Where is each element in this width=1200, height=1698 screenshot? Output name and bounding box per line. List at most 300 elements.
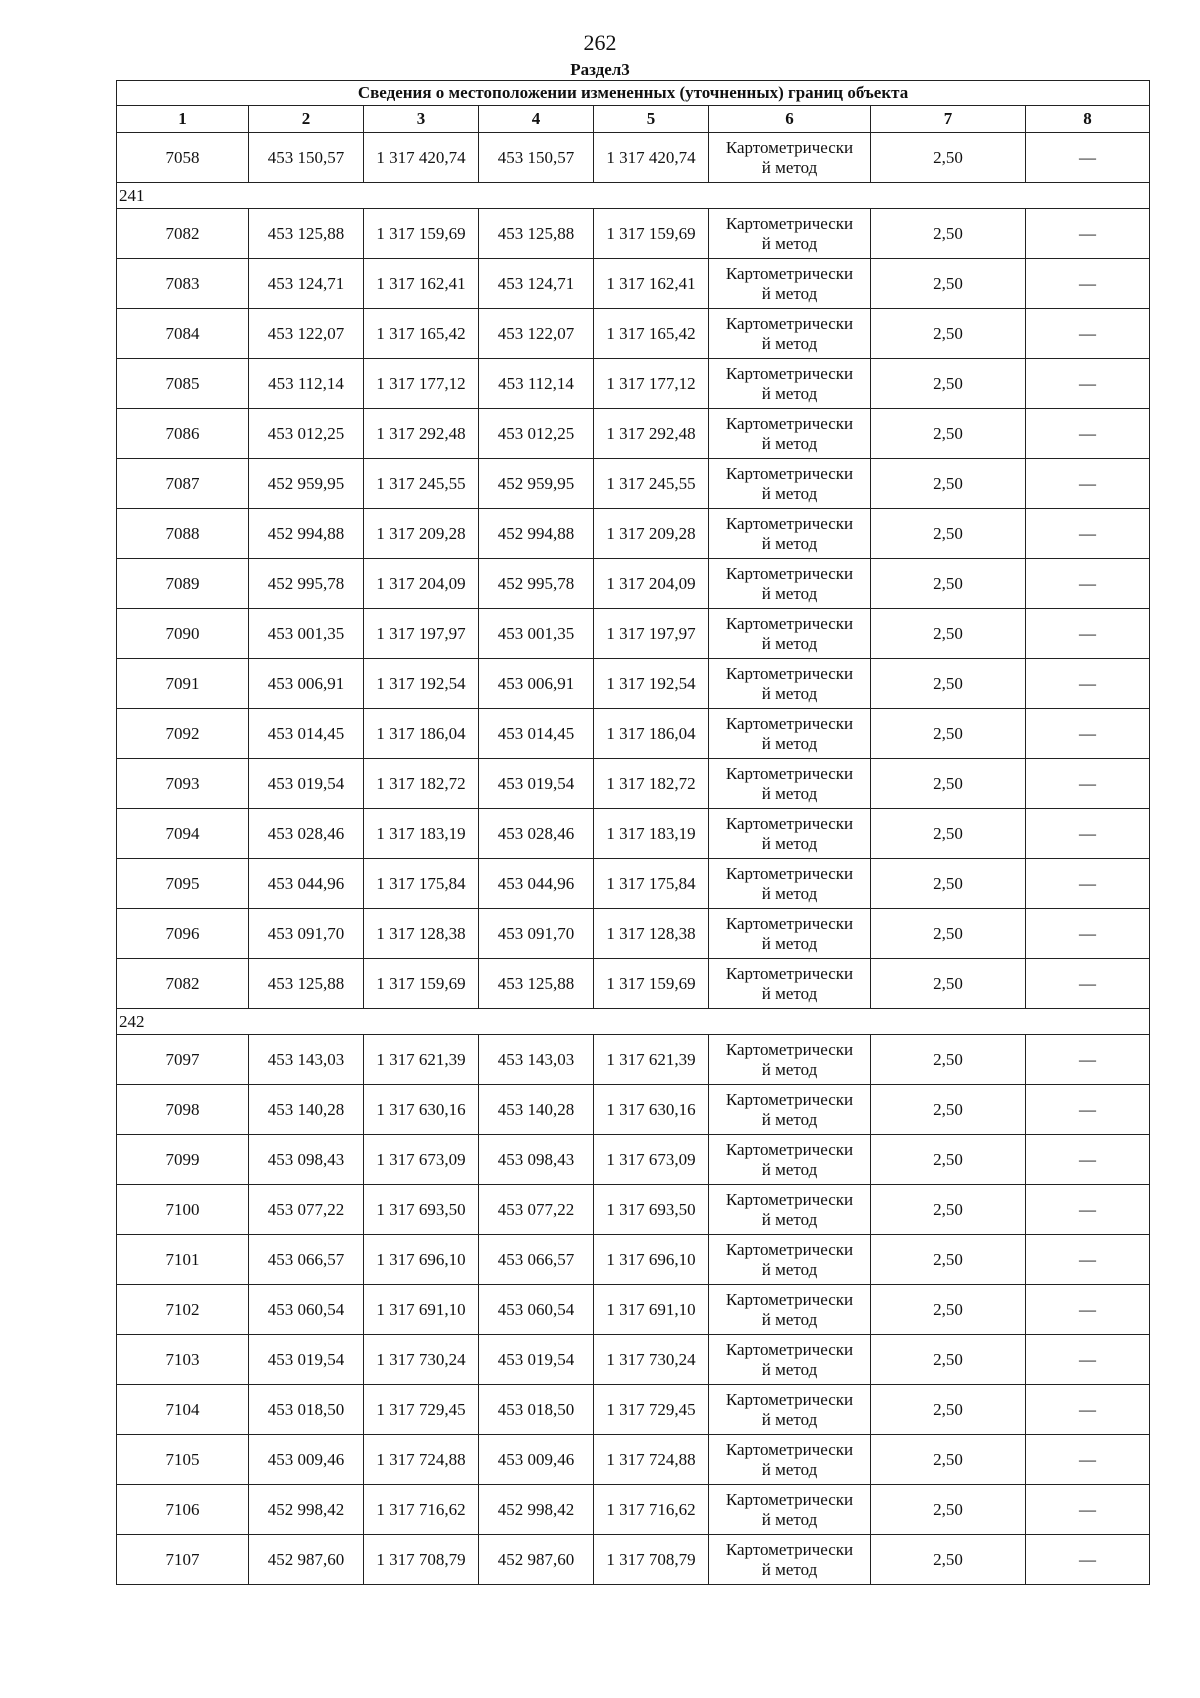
old-x-cell: 453 028,46 [249,809,364,859]
new-x-cell: 453 140,28 [479,1085,594,1135]
empty-dash: — [1079,1199,1097,1219]
precision-cell: 2,50 [871,1435,1026,1485]
method-line-1: Картометрически [725,663,854,683]
point-number-cell: 7089 [117,559,249,609]
method-line-2: й метод [761,533,818,553]
section-label: Раздел3 [570,60,630,79]
empty-dash: — [1079,1349,1097,1369]
method-cell [709,359,871,409]
point-number-cell: 7102 [117,1285,249,1335]
new-y-cell: 1 317 716,62 [594,1485,709,1535]
new-y-cell: 1 317 724,88 [594,1435,709,1485]
new-y-cell: 1 317 183,19 [594,809,709,859]
new-x-cell: 453 001,35 [479,609,594,659]
old-x-cell: 453 014,45 [249,709,364,759]
old-y-cell: 1 317 175,84 [364,859,479,909]
description-cell [1026,859,1150,909]
description-cell [1026,133,1150,183]
method-cell [709,1335,871,1385]
old-x-cell: 453 009,46 [249,1435,364,1485]
new-x-cell: 453 077,22 [479,1185,594,1235]
table-row [117,409,1150,459]
table-row [117,959,1150,1009]
empty-dash: — [1079,1299,1097,1319]
empty-dash: — [1079,1549,1097,1569]
page-number: 262 [583,30,617,55]
table-row [117,559,1150,609]
description-cell [1026,1335,1150,1385]
table-row [117,1135,1150,1185]
old-x-cell: 453 019,54 [249,759,364,809]
column-number-1: 1 [117,106,249,133]
empty-dash: — [1079,147,1097,167]
new-x-cell: 453 143,03 [479,1035,594,1085]
empty-dash: — [1079,323,1097,343]
empty-dash: — [1079,1449,1097,1469]
new-x-cell: 453 019,54 [479,1335,594,1385]
new-x-cell: 453 091,70 [479,909,594,959]
precision-cell: 2,50 [871,209,1026,259]
old-x-cell: 453 143,03 [249,1035,364,1085]
empty-dash: — [1079,923,1097,943]
description-cell [1026,259,1150,309]
method-line-2: й метод [761,733,818,753]
old-x-cell: 452 994,88 [249,509,364,559]
empty-dash: — [1079,423,1097,443]
old-y-cell: 1 317 621,39 [364,1035,479,1085]
method-line-2: й метод [761,483,818,503]
description-cell [1026,1135,1150,1185]
method-line-2: й метод [761,1359,818,1379]
old-y-cell: 1 317 159,69 [364,959,479,1009]
new-x-cell: 453 066,57 [479,1235,594,1285]
old-y-cell: 1 317 292,48 [364,409,479,459]
method-line-1: Картометрически [725,563,854,583]
old-x-cell: 453 140,28 [249,1085,364,1135]
description-cell [1026,1485,1150,1535]
point-number-cell: 7085 [117,359,249,409]
new-y-cell: 1 317 197,97 [594,609,709,659]
precision-cell: 2,50 [871,859,1026,909]
method-line-1: Картометрически [725,413,854,433]
precision-cell: 2,50 [871,1385,1026,1435]
point-number-cell: 7091 [117,659,249,709]
method-cell [709,1185,871,1235]
new-x-cell: 453 125,88 [479,959,594,1009]
old-y-cell: 1 317 209,28 [364,509,479,559]
point-number-cell: 7088 [117,509,249,559]
empty-dash: — [1079,823,1097,843]
old-x-cell: 453 098,43 [249,1135,364,1185]
description-cell [1026,609,1150,659]
point-number-cell: 7106 [117,1485,249,1535]
empty-dash: — [1079,1249,1097,1269]
empty-dash: — [1079,1049,1097,1069]
old-y-cell: 1 317 204,09 [364,559,479,609]
method-line-1: Картометрически [725,463,854,483]
old-y-cell: 1 317 197,97 [364,609,479,659]
method-line-1: Картометрически [725,313,854,333]
method-cell [709,1135,871,1185]
empty-dash: — [1079,1149,1097,1169]
point-number-cell: 7093 [117,759,249,809]
empty-dash: — [1079,723,1097,743]
point-number-cell: 7095 [117,859,249,909]
new-y-cell: 1 317 209,28 [594,509,709,559]
description-cell [1026,1435,1150,1485]
method-line-2: й метод [761,683,818,703]
method-line-1: Картометрически [725,913,854,933]
old-y-cell: 1 317 696,10 [364,1235,479,1285]
table-body [117,133,1150,1585]
description-cell [1026,509,1150,559]
table-row [117,1335,1150,1385]
method-line-2: й метод [761,233,818,253]
point-number-cell: 7092 [117,709,249,759]
description-cell [1026,809,1150,859]
old-y-cell: 1 317 630,16 [364,1085,479,1135]
point-number-cell: 7104 [117,1385,249,1435]
method-line-1: Картометрически [725,1089,854,1109]
old-x-cell: 453 001,35 [249,609,364,659]
old-y-cell: 1 317 420,74 [364,133,479,183]
method-line-2: й метод [761,157,818,177]
new-x-cell: 453 006,91 [479,659,594,709]
method-line-1: Картометрически [725,1489,854,1509]
method-cell [709,1385,871,1435]
table-row [117,1035,1150,1085]
new-x-cell: 453 014,45 [479,709,594,759]
precision-cell: 2,50 [871,1035,1026,1085]
old-x-cell: 453 019,54 [249,1335,364,1385]
description-cell [1026,759,1150,809]
method-cell [709,1035,871,1085]
new-x-cell: 452 994,88 [479,509,594,559]
method-line-1: Картометрически [725,1189,854,1209]
method-line-1: Картометрически [725,1339,854,1359]
column-number-8: 8 [1026,106,1150,133]
old-y-cell: 1 317 673,09 [364,1135,479,1185]
method-line-1: Картометрически [725,863,854,883]
description-cell [1026,1285,1150,1335]
old-x-cell: 452 998,42 [249,1485,364,1535]
point-number-cell: 7082 [117,959,249,1009]
point-number-cell: 7098 [117,1085,249,1135]
description-cell [1026,359,1150,409]
column-number-row [117,106,1150,133]
table-title: Сведения о местоположении измененных (уточненных) границ объекта [117,81,1150,106]
old-y-cell: 1 317 177,12 [364,359,479,409]
column-number-4: 4 [479,106,594,133]
precision-cell: 2,50 [871,1285,1026,1335]
method-line-2: й метод [761,1509,818,1529]
precision-cell: 2,50 [871,609,1026,659]
new-y-cell: 1 317 621,39 [594,1035,709,1085]
precision-cell: 2,50 [871,359,1026,409]
description-cell [1026,209,1150,259]
old-y-cell: 1 317 165,42 [364,309,479,359]
old-x-cell: 453 112,14 [249,359,364,409]
new-y-cell: 1 317 730,24 [594,1335,709,1385]
empty-dash: — [1079,573,1097,593]
description-cell [1026,409,1150,459]
new-x-cell: 452 987,60 [479,1535,594,1585]
table-row [117,509,1150,559]
old-x-cell: 452 987,60 [249,1535,364,1585]
method-line-1: Картометрически [725,813,854,833]
new-y-cell: 1 317 165,42 [594,309,709,359]
group-row [117,183,1150,209]
old-x-cell: 453 091,70 [249,909,364,959]
old-x-cell: 453 044,96 [249,859,364,909]
empty-dash: — [1079,1399,1097,1419]
method-line-2: й метод [761,883,818,903]
method-line-2: й метод [761,333,818,353]
new-x-cell: 453 018,50 [479,1385,594,1435]
precision-cell: 2,50 [871,1335,1026,1385]
table-row [117,1535,1150,1585]
precision-cell: 2,50 [871,133,1026,183]
method-line-2: й метод [761,1259,818,1279]
old-x-cell: 453 066,57 [249,1235,364,1285]
method-cell [709,1485,871,1535]
table-row [117,809,1150,859]
new-x-cell: 452 995,78 [479,559,594,609]
precision-cell: 2,50 [871,309,1026,359]
method-line-1: Картометрически [725,613,854,633]
point-number-cell: 7100 [117,1185,249,1235]
method-line-2: й метод [761,1059,818,1079]
method-line-1: Картометрически [725,1239,854,1259]
method-line-1: Картометрически [725,363,854,383]
method-line-1: Картометрически [725,513,854,533]
method-line-1: Картометрически [725,1139,854,1159]
new-x-cell: 453 124,71 [479,259,594,309]
old-y-cell: 1 317 128,38 [364,909,479,959]
group-row [117,1009,1150,1035]
method-line-1: Картометрически [725,213,854,233]
method-line-2: й метод [761,1109,818,1129]
method-line-1: Картометрически [725,1039,854,1059]
new-x-cell: 453 019,54 [479,759,594,809]
precision-cell: 2,50 [871,1135,1026,1185]
table-row [117,1435,1150,1485]
point-number-cell: 7090 [117,609,249,659]
method-line-2: й метод [761,433,818,453]
old-x-cell: 453 018,50 [249,1385,364,1435]
old-y-cell: 1 317 183,19 [364,809,479,859]
method-line-2: й метод [761,983,818,1003]
method-line-1: Картометрически [725,1389,854,1409]
new-x-cell: 453 098,43 [479,1135,594,1185]
new-y-cell: 1 317 292,48 [594,409,709,459]
method-line-2: й метод [761,783,818,803]
method-cell [709,1535,871,1585]
method-cell [709,759,871,809]
point-number-cell: 7058 [117,133,249,183]
table-row [117,1185,1150,1235]
description-cell [1026,709,1150,759]
table-title-row [117,81,1150,106]
old-x-cell: 452 959,95 [249,459,364,509]
method-cell [709,959,871,1009]
boundary-coordinates-table [116,80,1150,1585]
new-x-cell: 453 009,46 [479,1435,594,1485]
precision-cell: 2,50 [871,509,1026,559]
group-label: 241 [117,183,1150,209]
table-row [117,359,1150,409]
precision-cell: 2,50 [871,259,1026,309]
table-row [117,209,1150,259]
new-y-cell: 1 317 708,79 [594,1535,709,1585]
new-x-cell: 453 125,88 [479,209,594,259]
new-y-cell: 1 317 175,84 [594,859,709,909]
empty-dash: — [1079,973,1097,993]
table-row [117,259,1150,309]
old-y-cell: 1 317 159,69 [364,209,479,259]
old-y-cell: 1 317 730,24 [364,1335,479,1385]
precision-cell: 2,50 [871,1485,1026,1535]
table-row [117,909,1150,959]
precision-cell: 2,50 [871,1535,1026,1585]
table-row [117,309,1150,359]
point-number-cell: 7097 [117,1035,249,1085]
old-y-cell: 1 317 691,10 [364,1285,479,1335]
new-x-cell: 453 122,07 [479,309,594,359]
old-x-cell: 453 006,91 [249,659,364,709]
precision-cell: 2,50 [871,409,1026,459]
table-row [117,609,1150,659]
point-number-cell: 7086 [117,409,249,459]
method-line-1: Картометрически [725,963,854,983]
description-cell [1026,559,1150,609]
description-cell [1026,1385,1150,1435]
method-cell [709,1235,871,1285]
method-cell [709,609,871,659]
method-line-2: й метод [761,1209,818,1229]
table-row [117,1385,1150,1435]
empty-dash: — [1079,523,1097,543]
point-number-cell: 7099 [117,1135,249,1185]
new-y-cell: 1 317 192,54 [594,659,709,709]
old-y-cell: 1 317 162,41 [364,259,479,309]
empty-dash: — [1079,1099,1097,1119]
group-label: 242 [117,1009,1150,1035]
precision-cell: 2,50 [871,559,1026,609]
method-line-1: Картометрически [725,1289,854,1309]
old-y-cell: 1 317 245,55 [364,459,479,509]
precision-cell: 2,50 [871,759,1026,809]
new-x-cell: 453 044,96 [479,859,594,909]
new-y-cell: 1 317 420,74 [594,133,709,183]
new-y-cell: 1 317 177,12 [594,359,709,409]
old-y-cell: 1 317 192,54 [364,659,479,709]
method-cell [709,459,871,509]
empty-dash: — [1079,373,1097,393]
new-y-cell: 1 317 696,10 [594,1235,709,1285]
method-line-1: Картометрически [725,763,854,783]
method-line-2: й метод [761,1309,818,1329]
empty-dash: — [1079,273,1097,293]
point-number-cell: 7103 [117,1335,249,1385]
method-cell [709,559,871,609]
column-number-5: 5 [594,106,709,133]
description-cell [1026,1535,1150,1585]
method-cell [709,259,871,309]
precision-cell: 2,50 [871,1235,1026,1285]
empty-dash: — [1079,673,1097,693]
method-line-2: й метод [761,1559,818,1579]
point-number-cell: 7083 [117,259,249,309]
new-y-cell: 1 317 729,45 [594,1385,709,1435]
old-y-cell: 1 317 708,79 [364,1535,479,1585]
old-x-cell: 453 150,57 [249,133,364,183]
method-cell [709,709,871,759]
precision-cell: 2,50 [871,659,1026,709]
method-cell [709,1085,871,1135]
point-number-cell: 7105 [117,1435,249,1485]
old-x-cell: 453 125,88 [249,959,364,1009]
table-row [117,459,1150,509]
table-row [117,659,1150,709]
description-cell [1026,1185,1150,1235]
method-line-2: й метод [761,833,818,853]
old-x-cell: 453 012,25 [249,409,364,459]
old-y-cell: 1 317 182,72 [364,759,479,809]
method-cell [709,209,871,259]
method-line-2: й метод [761,1459,818,1479]
new-x-cell: 453 060,54 [479,1285,594,1335]
method-line-2: й метод [761,633,818,653]
column-number-2: 2 [249,106,364,133]
new-y-cell: 1 317 630,16 [594,1085,709,1135]
method-cell [709,859,871,909]
old-y-cell: 1 317 693,50 [364,1185,479,1235]
method-line-2: й метод [761,383,818,403]
new-x-cell: 453 012,25 [479,409,594,459]
empty-dash: — [1079,473,1097,493]
empty-dash: — [1079,873,1097,893]
new-y-cell: 1 317 162,41 [594,259,709,309]
new-y-cell: 1 317 128,38 [594,909,709,959]
method-cell [709,509,871,559]
old-x-cell: 453 060,54 [249,1285,364,1335]
point-number-cell: 7082 [117,209,249,259]
precision-cell: 2,50 [871,809,1026,859]
table-row [117,1235,1150,1285]
description-cell [1026,459,1150,509]
point-number-cell: 7096 [117,909,249,959]
method-line-1: Картометрически [725,263,854,283]
new-x-cell: 452 998,42 [479,1485,594,1535]
table-row [117,859,1150,909]
point-number-cell: 7087 [117,459,249,509]
new-x-cell: 453 112,14 [479,359,594,409]
precision-cell: 2,50 [871,959,1026,1009]
old-y-cell: 1 317 186,04 [364,709,479,759]
description-cell [1026,659,1150,709]
method-line-2: й метод [761,1409,818,1429]
table-row [117,1485,1150,1535]
method-line-2: й метод [761,1159,818,1179]
old-x-cell: 453 124,71 [249,259,364,309]
old-y-cell: 1 317 724,88 [364,1435,479,1485]
table-row [117,1285,1150,1335]
method-line-1: Картометрически [725,137,854,157]
table-row [117,133,1150,183]
column-number-3: 3 [364,106,479,133]
empty-dash: — [1079,1499,1097,1519]
